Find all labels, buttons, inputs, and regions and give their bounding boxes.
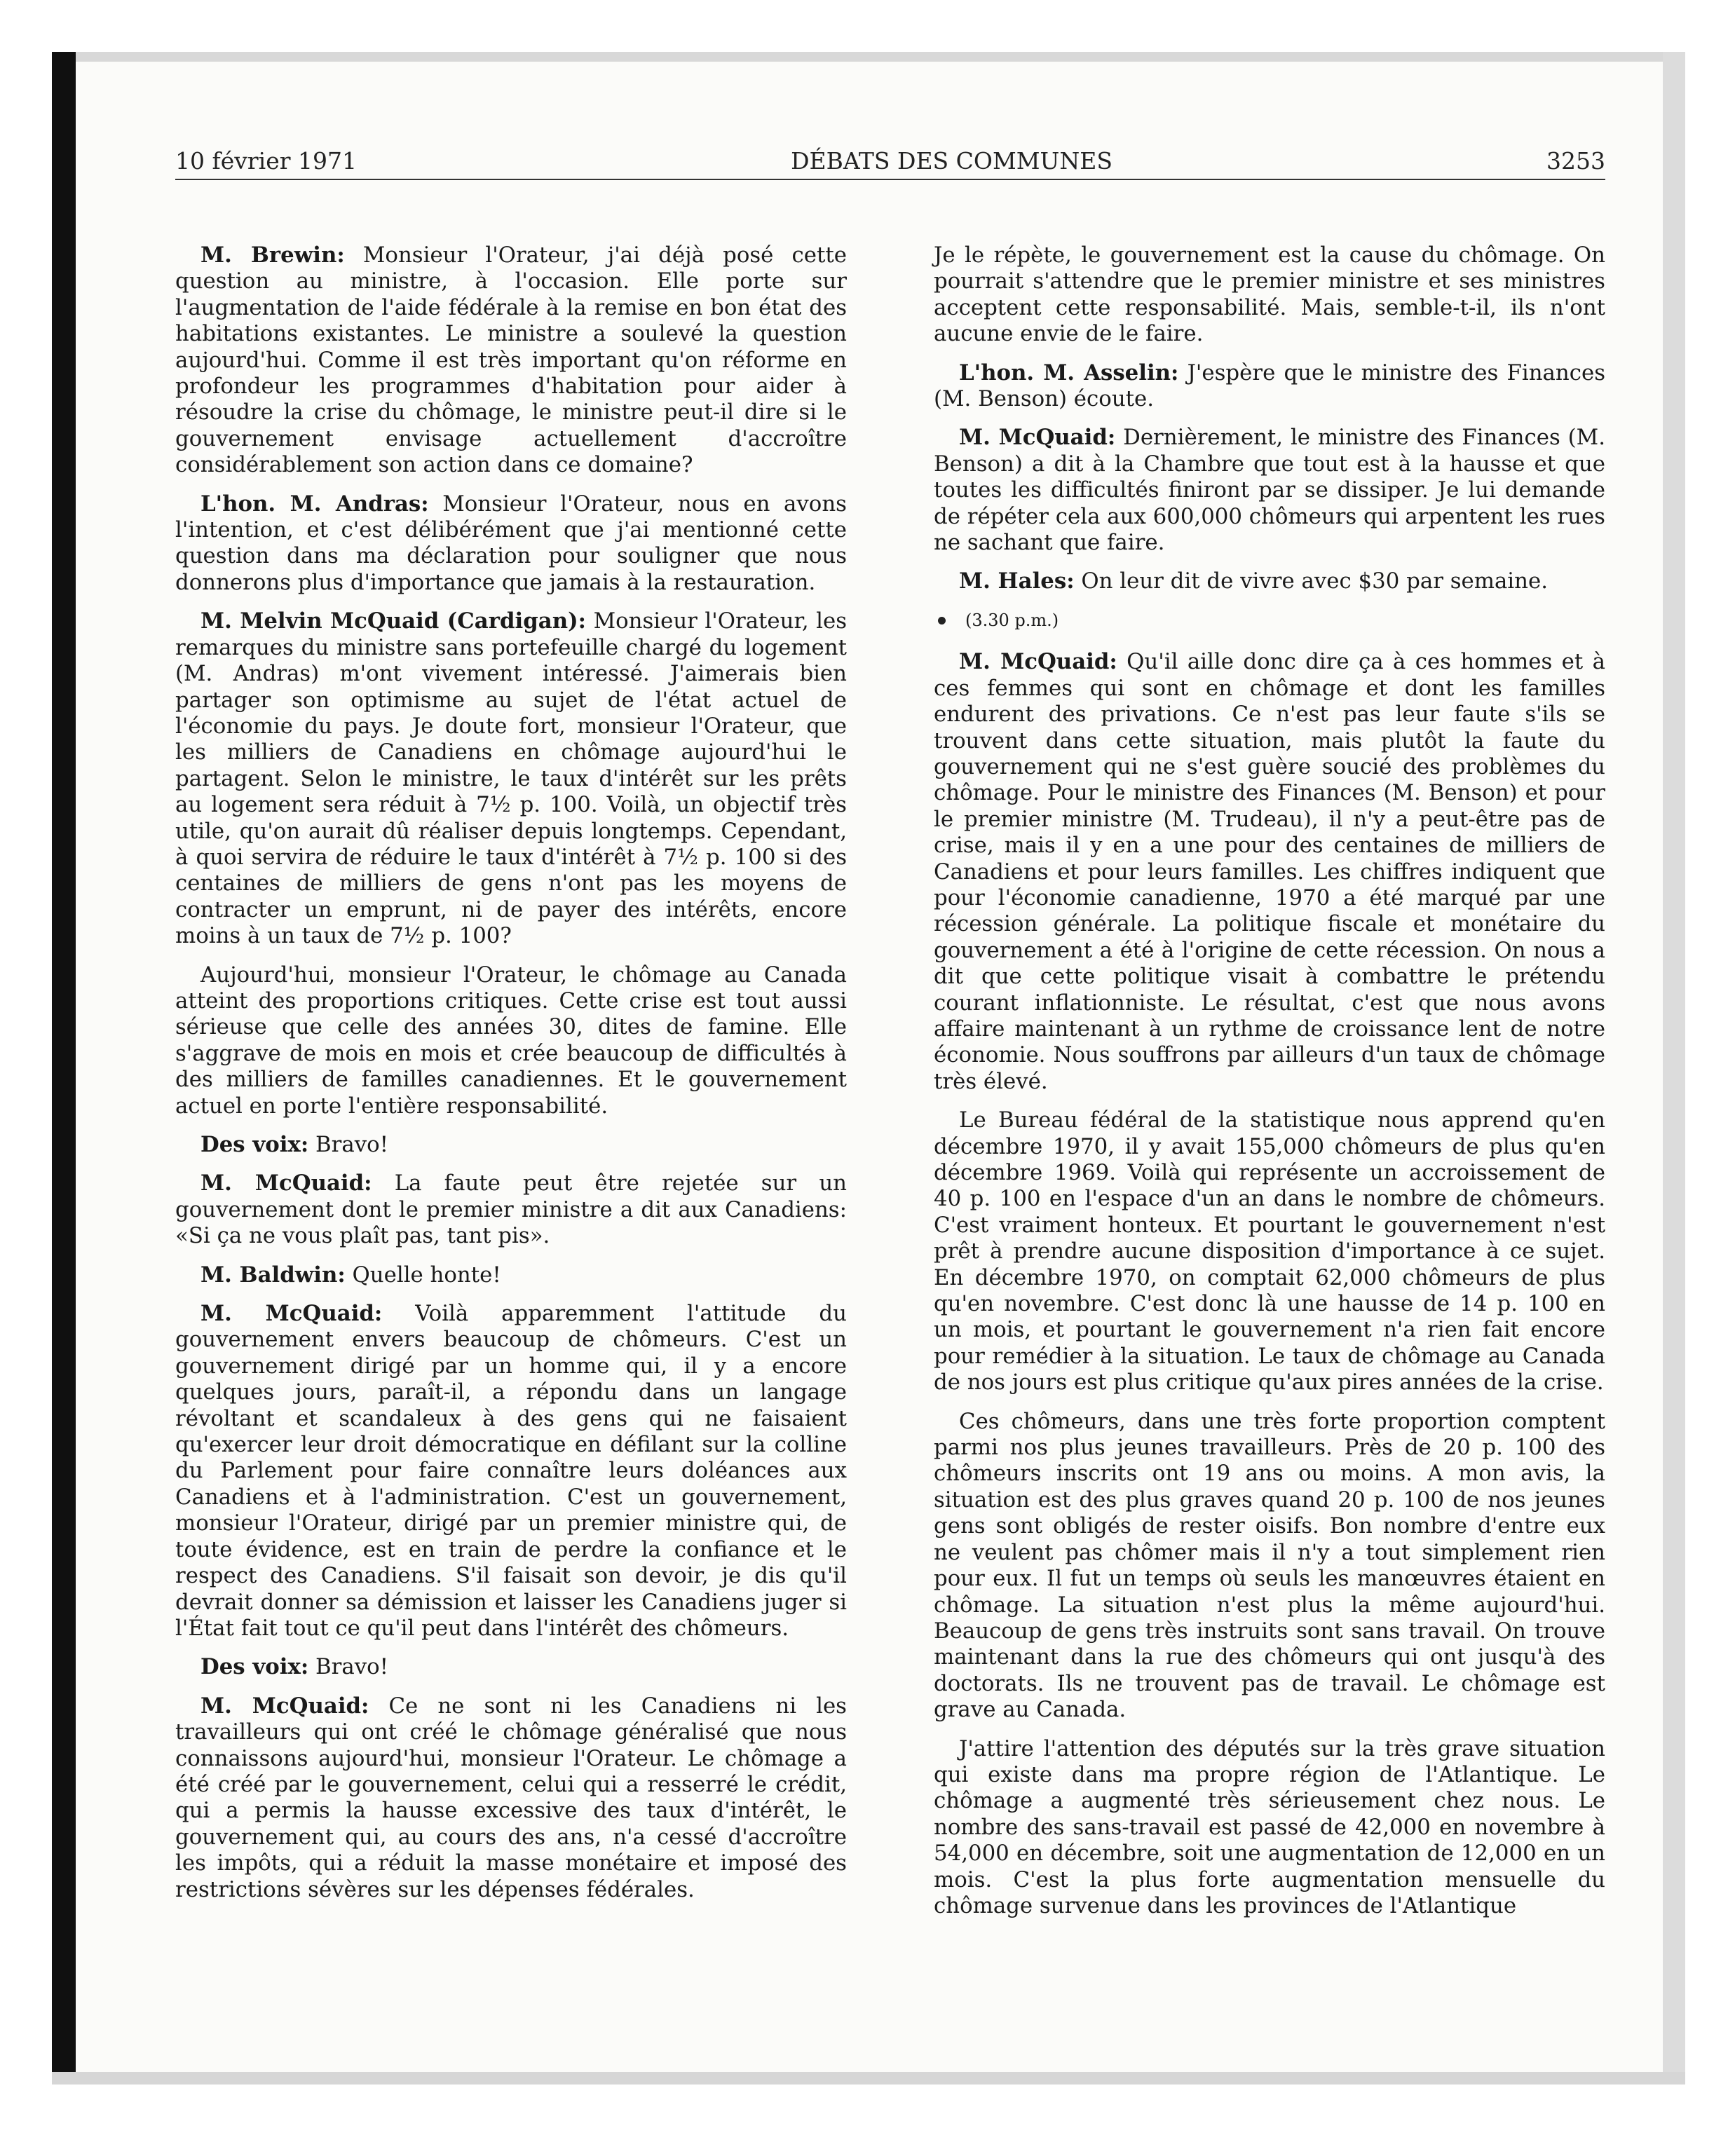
header-title: DÉBATS DES COMMUNES [791, 147, 1113, 175]
scan-border-right [1663, 52, 1685, 2085]
bullet-icon [938, 617, 946, 625]
paragraph-text: Ce ne sont ni les Canadiens ni les travailleurs qui ont créé le chômage généralisé que nous connaissons aujourd'hui, monsieur l'Orateur. Le chômage a été créé par le gouvernement, celui qui a resserré le crédit, qui a permis la hausse excessive des taux d'intérêt, le gouvernement qui, au cours des ans, n'a cessé d'accroître les impôts, qui a réduit la masse monétaire et imposé des restrictions sévères sur les dépenses fédérales. [175, 1693, 847, 1902]
paragraph-text: Monsieur l'Orateur, j'ai déjà posé cette question au ministre, à l'occasion. Elle porte sur l'augmentation de l'aide fédérale à la remise en bon état des habitations existantes. Le ministre a soulevé la question aujourd'hui. Comme il est très important qu'on réforme en profondeur les programmes d'habitation pour aider à résoudre la crise du chômage, le ministre peut-il dire si le gouvernement envisage actuellement d'accroître considérablement son action dans ce domaine? [175, 243, 847, 478]
paragraph-text: On leur dit de vivre avec $30 par semaine. [1081, 568, 1548, 594]
paragraph-text: Quelle honte! [352, 1262, 501, 1288]
speaker-name: M. Hales: [959, 568, 1075, 594]
paragraph-text: Bravo! [315, 1654, 389, 1680]
paragraph [934, 1107, 1605, 1396]
speaker-name: L'hon. M. Asselin: [959, 360, 1179, 386]
speaker-name: M. McQuaid: [959, 649, 1117, 675]
paragraph [175, 1654, 847, 1680]
paragraph-text: Monsieur l'Orateur, nous en avons l'intention, et c'est délibérément que j'ai mentionné cette question dans ma déclaration pour souligner que nous donnerons plus d'importance que jamais à la restauration. [175, 491, 847, 595]
speaker-name: M. Baldwin: [200, 1262, 346, 1288]
speaker-name: M. McQuaid: [200, 1171, 372, 1196]
paragraph [175, 243, 847, 479]
paragraph [175, 1301, 847, 1642]
paragraph-text: Dernièrement, le ministre des Finances (M. Benson) a dit à la Chambre que tout est à la hausse et que toutes les difficultés finiront par se dissiper. Je lui demande de répéter cela aux 600,000 chômeurs qui arpentent les rues ne sachant que faire. [934, 425, 1606, 556]
paragraph-text: Je le répète, le gouvernement est la cause du chômage. On pourrait s'attendre que le premier ministre et ses ministres acceptent cette responsabilité. Mais, semble-t-il, ils n'ont aucune envie de le faire. [934, 243, 1605, 347]
paragraph-text: J'attire l'attention des députés sur la très grave situation qui existe dans ma propre région de l'Atlantique. Le chômage a augmenté très sérieusement chez nous. Le nombre des sans-travail est passé de 42,000 en novembre à 54,000 en décembre, soit une augmentation de 12,000 en un mois. C'est la plus forte augmentation mensuelle du chômage survenue dans les provinces de l'Atlantique [934, 1735, 1605, 1918]
paragraph-text: Le Bureau fédéral de la statistique nous apprend qu'en décembre 1970, il y avait 155,000 chômeurs de plus qu'en décembre 1969. Voilà qui représente un accroissement de 40 p. 100 en l'espace d'un an dans le nombre de chômeurs. C'est vraiment honteux. Et pourtant le gouvernement n'est prêt à prendre aucune disposition d'importance à ce sujet. En décembre 1970, on comptait 62,000 chômeurs de plus qu'en novembre. C'est donc là une hausse de 14 p. 100 en un mois, et pourtant le gouvernement n'a rien fait encore pour remédier à la situation. Le taux de chômage au Canada de nos jours est plus critique qu'aux pires années de la crise. [934, 1107, 1605, 1396]
paragraph-text: J'espère que le ministre des Finances (M. Benson) écoute. [934, 360, 1605, 412]
paragraph-text: Monsieur l'Orateur, les remarques du ministre sans portefeuille chargé du logement (M. Andras) m'ont vivement intéressé. J'aimerais bien partager son optimisme au sujet de l'état actuel de l'économie du pays. Je doute fort, monsieur l'Orateur, que les milliers de Canadiens en chômage aujourd'hui le partagent. Selon le ministre, le taux d'intérêt sur les prêts au logement sera réduit à 7½ p. 100. Voilà, un objectif très utile, qu'on aurait dû réaliser depuis longtemps. Cependant, à quoi servira de réduire le taux d'intérêt à 7½ p. 100 si des centaines de milliers de gens n'ont pas les moyens de contracter un emprunt, ni de payer des intérêts, encore moins à un taux de 7½ p. 100? [175, 608, 847, 949]
paragraph [934, 568, 1605, 594]
paragraph [934, 1409, 1605, 1724]
paragraph-text: Ces chômeurs, dans une très forte proportion comptent parmi nos plus jeunes travailleurs. Près de 20 p. 100 des chômeurs inscrits ont 19 ans ou moins. A mon avis, la situation est des plus graves quand 20 p. 100 de nos jeunes gens sont obligés de rester oisifs. Bon nombre d'entre eux ne veulent pas chômer mais il n'y a tout simplement rien pour eux. Il fut un temps où seuls les manœuvres étaient en chômage. La situation n'est plus la même aujourd'hui. Beaucoup de gens très instruits sont sans travail. On trouve maintenant dans la rue des chômeurs qui ont jusqu'à des doctorats. Ils ne trouvent pas de travail. Le chômage est grave au Canada. [934, 1408, 1605, 1723]
speaker-name: M. McQuaid: [959, 425, 1116, 451]
paragraph [934, 425, 1605, 556]
page-header [175, 147, 1605, 180]
scan-border-left [52, 52, 76, 2085]
paragraph-text: Qu'il aille donc dire ça à ces hommes et à ces femmes qui sont en chômage et dont les familles endurent des privations. Ce n'est pas leur faute s'ils se trouvent dans cette situation, mais plutôt la faute du gouvernement qui ne s'est guère soucié des problèmes du chômage. Pour le ministre des Finances (M. Benson) et pour le premier ministre (M. Trudeau), il n'y a peut-être pas de crise, mais il y en a une pour des centaines de milliers de Canadiens et pour leurs familles. Les chiffres indiquent que pour l'économie canadienne, 1970 a été marqué par une récession générale. La politique fiscale et monétaire du gouvernement a été à l'origine de cette récession. On nous a dit que cette politique visait à combattre le prétendu courant inflationniste. Le résultat, c'est que nous avons affaire maintenant à un rythme de croissance lent de notre économie. Nous souffrons par ailleurs d'un taux de chômage très élevé. [934, 649, 1606, 1094]
paragraph [934, 1736, 1605, 1920]
header-date: 10 février 1971 [175, 147, 357, 175]
paragraph [175, 1262, 847, 1288]
speaker-name: M. McQuaid: [200, 1301, 383, 1327]
speaker-name: M. McQuaid: [200, 1693, 369, 1719]
speaker-name: M. Brewin: [200, 243, 345, 268]
speaker-name: L'hon. M. Andras: [200, 491, 429, 517]
scan-border-bottom [52, 2072, 1685, 2085]
speaker-name: Des voix: [200, 1654, 309, 1680]
paragraph [934, 243, 1605, 348]
speaker-name: Des voix: [200, 1132, 309, 1157]
time-marker [934, 608, 1605, 634]
paragraph [175, 608, 847, 949]
left-column [175, 243, 847, 1932]
text-columns [175, 243, 1605, 1932]
paragraph-text: Bravo! [315, 1132, 389, 1157]
right-column-bottom [934, 649, 1605, 1919]
paragraph [175, 1171, 847, 1249]
paragraph [175, 1693, 847, 1903]
header-page-number: 3253 [1546, 147, 1605, 175]
paragraph-text: Voilà apparemment l'attitude du gouvernement envers beaucoup de chômeurs. C'est un gouvernement dirigé par un homme qui, il y a encore quelques jours, paraît-il, a répondu dans un langage révoltant et scandaleux à des gens qui ne faisaient qu'exercer leur droit démocratique en défilant sur la colline du Parlement pour faire connaître leurs doléances aux Canadiens et à l'administration. C'est un gouvernement, monsieur l'Orateur, dirigé par un premier ministre qui, de toute évidence, est en train de perdre la confiance et le respect des Canadiens. S'il faisait son devoir, je dis qu'il devrait donner sa démission et laisser les Canadiens juger si l'État fait tout ce qu'il peut dans l'intérêt des chômeurs. [175, 1301, 847, 1641]
paragraph [934, 649, 1605, 1095]
paragraph [175, 1132, 847, 1158]
paragraph [175, 962, 847, 1119]
right-column [934, 243, 1605, 1932]
paragraph [175, 491, 847, 596]
paragraph-text: Aujourd'hui, monsieur l'Orateur, le chômage au Canada atteint des proportions critiques. Cette crise est tout aussi sérieuse que celle des années 30, dites de famine. Elle s'aggrave de mois en mois et crée beaucoup de difficultés à des milliers de familles canadiennes. Et le gouvernement actuel en porte l'entière responsabilité. [175, 962, 847, 1119]
right-column-top [934, 243, 1605, 595]
paragraph-text: La faute peut être rejetée sur un gouvernement dont le premier ministre a dit aux Canadiens: «Si ça ne vous plaît pas, tant pis». [175, 1171, 847, 1249]
speaker-name: M. Melvin McQuaid (Cardigan): [200, 608, 587, 634]
paragraph [934, 360, 1605, 413]
scan-border-top [52, 52, 1685, 62]
time-marker-text: (3.30 p.m.) [965, 610, 1059, 630]
